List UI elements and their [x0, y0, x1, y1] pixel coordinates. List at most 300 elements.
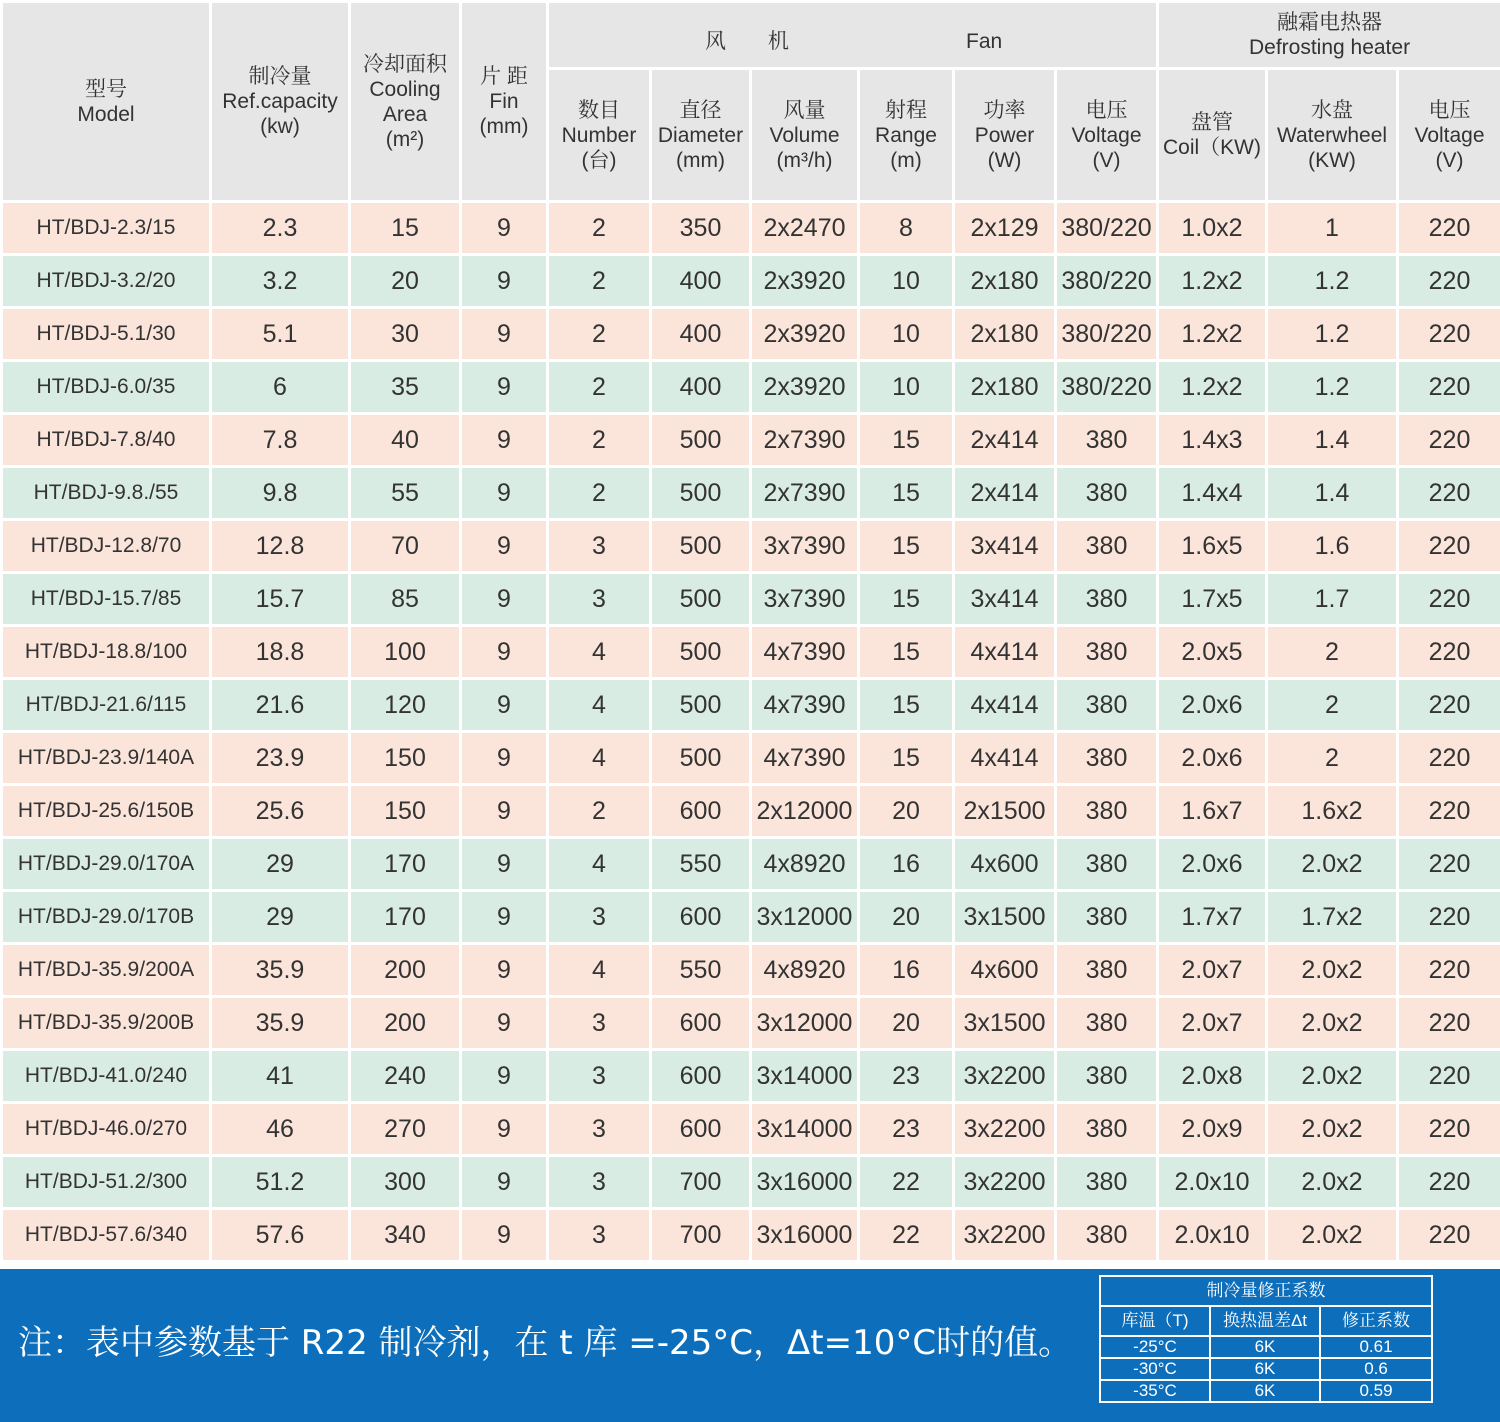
table-row	[2, 944, 1500, 997]
header-capacity-en: Ref.capacity	[222, 90, 338, 113]
header-heater-cn: 融霜电热器	[1277, 11, 1383, 34]
heater-voltage-cell: 220	[1398, 308, 1500, 361]
diameter-cell: 700	[651, 1209, 751, 1262]
diameter-cell: 400	[651, 361, 751, 414]
model-cell: HT/BDJ-29.0/170B	[2, 891, 211, 944]
capacity-cell: 35.9	[211, 997, 350, 1050]
fin-cell: 9	[461, 626, 548, 679]
range-cell: 20	[859, 785, 954, 838]
number-cell: 2	[548, 202, 651, 255]
power-cell: 3x1500	[954, 997, 1056, 1050]
volume-cell: 3x16000	[751, 1156, 859, 1209]
waterwheel-cell: 2	[1267, 732, 1398, 785]
header-capacity	[211, 2, 350, 202]
capacity-cell: 15.7	[211, 573, 350, 626]
heater-voltage-cell: 220	[1398, 1209, 1500, 1262]
volume-cell: 2x7390	[751, 467, 859, 520]
heater-voltage-cell: 220	[1398, 1103, 1500, 1156]
capacity-cell: 35.9	[211, 944, 350, 997]
diameter-cell: 500	[651, 679, 751, 732]
fan-voltage-cell: 380	[1056, 1209, 1158, 1262]
waterwheel-cell: 2.0x2	[1267, 1050, 1398, 1103]
heater-voltage-cell: 220	[1398, 891, 1500, 944]
fan-voltage-cell: 380	[1056, 679, 1158, 732]
capacity-cell: 51.2	[211, 1156, 350, 1209]
diameter-cell: 600	[651, 785, 751, 838]
diameter-cell: 600	[651, 891, 751, 944]
waterwheel-cell: 1.6x2	[1267, 785, 1398, 838]
fan-voltage-cell: 380	[1056, 1050, 1158, 1103]
fin-cell: 9	[461, 255, 548, 308]
heater-voltage-cell: 220	[1398, 1156, 1500, 1209]
area-cell: 35	[350, 361, 461, 414]
diameter-cell: 600	[651, 1103, 751, 1156]
coil-cell: 1.6x5	[1158, 520, 1267, 573]
diameter-cell: 500	[651, 520, 751, 573]
heater-voltage-cell: 220	[1398, 1050, 1500, 1103]
number-cell: 2	[548, 414, 651, 467]
number-cell: 3	[548, 1156, 651, 1209]
range-cell: 23	[859, 1103, 954, 1156]
heater-voltage-cell: 220	[1398, 202, 1500, 255]
waterwheel-cell: 1.2	[1267, 361, 1398, 414]
header-diameter-cn: 直径	[679, 98, 722, 122]
correction-header-delta: 换热温差Δt	[1210, 1306, 1320, 1336]
header-fan-voltage	[1056, 69, 1158, 202]
range-cell: 15	[859, 467, 954, 520]
fin-cell: 9	[461, 891, 548, 944]
diameter-cell: 600	[651, 1050, 751, 1103]
header-coil	[1158, 69, 1267, 202]
header-area-cn: 冷却面积	[363, 52, 447, 76]
header-power	[954, 69, 1056, 202]
volume-cell: 4x7390	[751, 732, 859, 785]
power-cell: 2x129	[954, 202, 1056, 255]
heater-voltage-cell: 220	[1398, 467, 1500, 520]
header-area-unit: (m²)	[385, 127, 425, 151]
number-cell: 3	[548, 573, 651, 626]
header-fin-en: Fin	[489, 90, 519, 113]
number-cell: 3	[548, 520, 651, 573]
range-cell: 15	[859, 626, 954, 679]
volume-cell: 2x3920	[751, 255, 859, 308]
diameter-cell: 700	[651, 1156, 751, 1209]
area-cell: 55	[350, 467, 461, 520]
number-cell: 3	[548, 891, 651, 944]
fin-cell: 9	[461, 1209, 548, 1262]
header-number-cn: 数目	[578, 98, 620, 122]
range-cell: 15	[859, 732, 954, 785]
header-fin-unit: (mm)	[479, 115, 529, 138]
number-cell: 2	[548, 785, 651, 838]
fan-voltage-cell: 380/220	[1056, 361, 1158, 414]
capacity-cell: 7.8	[211, 414, 350, 467]
power-cell: 4x600	[954, 944, 1056, 997]
waterwheel-cell: 2.0x2	[1267, 944, 1398, 997]
range-cell: 22	[859, 1209, 954, 1262]
header-heater-group	[1158, 2, 1500, 69]
diameter-cell: 500	[651, 414, 751, 467]
header-number-en: Number	[561, 123, 637, 147]
fan-voltage-cell: 380	[1056, 573, 1158, 626]
power-cell: 3x414	[954, 520, 1056, 573]
model-cell: HT/BDJ-3.2/20	[2, 255, 211, 308]
power-cell: 3x2200	[954, 1209, 1056, 1262]
waterwheel-cell: 2.0x2	[1267, 1103, 1398, 1156]
table-row	[2, 679, 1500, 732]
fin-cell: 9	[461, 679, 548, 732]
waterwheel-cell: 1.7	[1267, 573, 1398, 626]
power-cell: 4x414	[954, 679, 1056, 732]
correction-cell: 0.59	[1320, 1380, 1432, 1402]
fan-voltage-cell: 380	[1056, 838, 1158, 891]
capacity-cell: 29	[211, 891, 350, 944]
table-row	[2, 361, 1500, 414]
fin-cell: 9	[461, 573, 548, 626]
fin-cell: 9	[461, 467, 548, 520]
coil-cell: 2.0x9	[1158, 1103, 1267, 1156]
capacity-cell: 46	[211, 1103, 350, 1156]
header-model-en: Model	[77, 102, 135, 126]
correction-cell: 6K	[1210, 1336, 1320, 1358]
capacity-cell: 21.6	[211, 679, 350, 732]
header-volume-cn: 风量	[783, 98, 826, 122]
area-cell: 30	[350, 308, 461, 361]
capacity-cell: 25.6	[211, 785, 350, 838]
diameter-cell: 550	[651, 838, 751, 891]
table-row	[2, 1050, 1500, 1103]
header-range-unit: (m)	[890, 148, 922, 172]
header-range	[859, 69, 954, 202]
fan-voltage-cell: 380	[1056, 1103, 1158, 1156]
range-cell: 16	[859, 944, 954, 997]
area-cell: 170	[350, 838, 461, 891]
number-cell: 2	[548, 361, 651, 414]
coil-cell: 1.2x2	[1158, 361, 1267, 414]
power-cell: 2x180	[954, 255, 1056, 308]
power-cell: 2x180	[954, 308, 1056, 361]
fan-voltage-cell: 380	[1056, 467, 1158, 520]
table-row	[2, 520, 1500, 573]
model-cell: HT/BDJ-29.0/170A	[2, 838, 211, 891]
table-row	[2, 1156, 1500, 1209]
header-fan-cn: 风 机	[705, 30, 807, 53]
diameter-cell: 500	[651, 732, 751, 785]
coil-cell: 1.4x3	[1158, 414, 1267, 467]
coil-cell: 1.2x2	[1158, 255, 1267, 308]
header-fan-voltage-en: Voltage	[1071, 123, 1142, 147]
waterwheel-cell: 1.2	[1267, 255, 1398, 308]
header-power-unit: (W)	[987, 148, 1022, 172]
header-capacity-cn: 制冷量	[248, 65, 312, 88]
coil-cell: 1.7x7	[1158, 891, 1267, 944]
volume-cell: 2x3920	[751, 308, 859, 361]
number-cell: 2	[548, 467, 651, 520]
header-area-en2: Area	[382, 102, 428, 126]
range-cell: 16	[859, 838, 954, 891]
power-cell: 3x2200	[954, 1156, 1056, 1209]
range-cell: 8	[859, 202, 954, 255]
power-cell: 3x2200	[954, 1050, 1056, 1103]
header-diameter-en: Diameter	[657, 123, 744, 147]
fan-voltage-cell: 380	[1056, 520, 1158, 573]
header-power-cn: 功率	[983, 98, 1026, 122]
heater-voltage-cell: 220	[1398, 944, 1500, 997]
header-coil-en: Coil（KW)	[1163, 136, 1261, 159]
number-cell: 4	[548, 732, 651, 785]
coil-cell: 2.0x6	[1158, 732, 1267, 785]
volume-cell: 2x3920	[751, 361, 859, 414]
diameter-cell: 400	[651, 255, 751, 308]
power-cell: 3x2200	[954, 1103, 1056, 1156]
capacity-cell: 9.8	[211, 467, 350, 520]
volume-cell: 3x12000	[751, 891, 859, 944]
header-volume	[751, 69, 859, 202]
header-fan-voltage-unit: (V)	[1092, 148, 1121, 172]
number-cell: 4	[548, 838, 651, 891]
diameter-cell: 400	[651, 308, 751, 361]
number-cell: 3	[548, 997, 651, 1050]
volume-cell: 2x2470	[751, 202, 859, 255]
table-row	[2, 838, 1500, 891]
header-fan-en: Fan	[966, 30, 1003, 53]
diameter-cell: 500	[651, 626, 751, 679]
area-cell: 20	[350, 255, 461, 308]
coil-cell: 1.2x2	[1158, 308, 1267, 361]
fin-cell: 9	[461, 1103, 548, 1156]
table-row	[2, 891, 1500, 944]
correction-coefficient-table	[1099, 1275, 1433, 1403]
area-cell: 200	[350, 944, 461, 997]
table-row	[2, 255, 1500, 308]
table-row	[2, 785, 1500, 838]
area-cell: 150	[350, 785, 461, 838]
heater-voltage-cell: 220	[1398, 838, 1500, 891]
fin-cell: 9	[461, 361, 548, 414]
table-row	[2, 308, 1500, 361]
coil-cell: 2.0x7	[1158, 944, 1267, 997]
number-cell: 2	[548, 308, 651, 361]
header-fin-cn: 片 距	[480, 65, 528, 88]
coil-cell: 2.0x10	[1158, 1209, 1267, 1262]
table-row	[2, 732, 1500, 785]
range-cell: 22	[859, 1156, 954, 1209]
range-cell: 10	[859, 361, 954, 414]
range-cell: 15	[859, 414, 954, 467]
volume-cell: 3x7390	[751, 520, 859, 573]
table-row	[2, 997, 1500, 1050]
coil-cell: 1.7x5	[1158, 573, 1267, 626]
heater-voltage-cell: 220	[1398, 626, 1500, 679]
fin-cell: 9	[461, 1050, 548, 1103]
header-capacity-unit: (kw)	[260, 115, 300, 138]
header-waterwheel-en: Waterwheel	[1276, 123, 1388, 147]
area-cell: 85	[350, 573, 461, 626]
header-heater-en: Defrosting heater	[1248, 36, 1411, 59]
fan-voltage-cell: 380	[1056, 1156, 1158, 1209]
fan-voltage-cell: 380	[1056, 626, 1158, 679]
area-cell: 150	[350, 732, 461, 785]
volume-cell: 3x16000	[751, 1209, 859, 1262]
volume-cell: 3x12000	[751, 997, 859, 1050]
power-cell: 4x414	[954, 732, 1056, 785]
header-power-en: Power	[974, 123, 1035, 147]
footer-note: 注：表中参数基于 R22 制冷剂，在 t 库 =-25°C，Δt=10°C时的值。	[18, 1323, 1073, 1363]
table-header	[2, 2, 1500, 202]
volume-cell: 2x12000	[751, 785, 859, 838]
fin-cell: 9	[461, 202, 548, 255]
header-heater-voltage	[1398, 69, 1500, 202]
header-fan-group	[548, 2, 1158, 69]
header-diameter	[651, 69, 751, 202]
fin-cell: 9	[461, 520, 548, 573]
range-cell: 15	[859, 573, 954, 626]
number-cell: 4	[548, 944, 651, 997]
fan-voltage-cell: 380	[1056, 414, 1158, 467]
range-cell: 23	[859, 1050, 954, 1103]
range-cell: 20	[859, 891, 954, 944]
number-cell: 3	[548, 1209, 651, 1262]
coil-cell: 1.6x7	[1158, 785, 1267, 838]
number-cell: 4	[548, 626, 651, 679]
fin-cell: 9	[461, 944, 548, 997]
fin-cell: 9	[461, 732, 548, 785]
correction-header-temp: 库温（T)	[1100, 1306, 1210, 1336]
correction-cell: 6K	[1210, 1358, 1320, 1380]
fan-voltage-cell: 380	[1056, 891, 1158, 944]
fin-cell: 9	[461, 1156, 548, 1209]
correction-cell: 0.61	[1320, 1336, 1432, 1358]
model-cell: HT/BDJ-12.8/70	[2, 520, 211, 573]
fin-cell: 9	[461, 308, 548, 361]
header-number-unit: (台)	[581, 148, 617, 172]
correction-cell: -35°C	[1100, 1380, 1210, 1402]
model-cell: HT/BDJ-2.3/15	[2, 202, 211, 255]
heater-voltage-cell: 220	[1398, 520, 1500, 573]
capacity-cell: 6	[211, 361, 350, 414]
fan-voltage-cell: 380	[1056, 997, 1158, 1050]
capacity-cell: 57.6	[211, 1209, 350, 1262]
heater-voltage-cell: 220	[1398, 997, 1500, 1050]
area-cell: 340	[350, 1209, 461, 1262]
header-area-en1: Cooling	[369, 77, 441, 101]
area-cell: 70	[350, 520, 461, 573]
header-heater-voltage-en: Voltage	[1414, 123, 1485, 147]
range-cell: 15	[859, 520, 954, 573]
area-cell: 100	[350, 626, 461, 679]
model-cell: HT/BDJ-57.6/340	[2, 1209, 211, 1262]
heater-voltage-cell: 220	[1398, 414, 1500, 467]
capacity-cell: 23.9	[211, 732, 350, 785]
number-cell: 4	[548, 679, 651, 732]
diameter-cell: 500	[651, 467, 751, 520]
header-number	[548, 69, 651, 202]
volume-cell: 4x8920	[751, 944, 859, 997]
model-cell: HT/BDJ-46.0/270	[2, 1103, 211, 1156]
power-cell: 2x414	[954, 414, 1056, 467]
model-cell: HT/BDJ-35.9/200A	[2, 944, 211, 997]
fan-voltage-cell: 380	[1056, 944, 1158, 997]
volume-cell: 4x7390	[751, 679, 859, 732]
capacity-cell: 41	[211, 1050, 350, 1103]
model-cell: HT/BDJ-5.1/30	[2, 308, 211, 361]
fin-cell: 9	[461, 414, 548, 467]
coil-cell: 2.0x5	[1158, 626, 1267, 679]
header-waterwheel-cn: 水盘	[1311, 98, 1353, 122]
waterwheel-cell: 2	[1267, 626, 1398, 679]
header-waterwheel	[1267, 69, 1398, 202]
table-row	[2, 573, 1500, 626]
fin-cell: 9	[461, 997, 548, 1050]
range-cell: 10	[859, 255, 954, 308]
table-row	[2, 414, 1500, 467]
waterwheel-cell: 2.0x2	[1267, 838, 1398, 891]
volume-cell: 4x8920	[751, 838, 859, 891]
header-diameter-unit: (mm)	[676, 148, 725, 172]
diameter-cell: 350	[651, 202, 751, 255]
table-row	[2, 1209, 1500, 1262]
fin-cell: 9	[461, 785, 548, 838]
heater-voltage-cell: 220	[1398, 732, 1500, 785]
waterwheel-cell: 1.6	[1267, 520, 1398, 573]
header-cooling-area	[350, 2, 461, 202]
coil-cell: 2.0x7	[1158, 997, 1267, 1050]
fin-cell: 9	[461, 838, 548, 891]
power-cell: 3x1500	[954, 891, 1056, 944]
fan-voltage-cell: 380/220	[1056, 202, 1158, 255]
model-cell: HT/BDJ-7.8/40	[2, 414, 211, 467]
header-volume-en: Volume	[769, 123, 840, 147]
header-fan-voltage-cn: 电压	[1085, 98, 1128, 122]
model-cell: HT/BDJ-23.9/140A	[2, 732, 211, 785]
coil-cell: 2.0x10	[1158, 1156, 1267, 1209]
waterwheel-cell: 2.0x2	[1267, 1156, 1398, 1209]
power-cell: 3x414	[954, 573, 1056, 626]
area-cell: 300	[350, 1156, 461, 1209]
heater-voltage-cell: 220	[1398, 573, 1500, 626]
model-cell: HT/BDJ-25.6/150B	[2, 785, 211, 838]
power-cell: 4x600	[954, 838, 1056, 891]
number-cell: 3	[548, 1050, 651, 1103]
header-range-en: Range	[875, 123, 937, 147]
correction-cell: 6K	[1210, 1380, 1320, 1402]
heater-voltage-cell: 220	[1398, 785, 1500, 838]
table-row	[2, 467, 1500, 520]
footer-note-bar	[0, 1269, 1500, 1422]
header-model-cn: 型号	[85, 77, 127, 101]
table-row	[2, 626, 1500, 679]
coil-cell: 1.4x4	[1158, 467, 1267, 520]
waterwheel-cell: 1.4	[1267, 467, 1398, 520]
model-cell: HT/BDJ-35.9/200B	[2, 997, 211, 1050]
capacity-cell: 2.3	[211, 202, 350, 255]
area-cell: 170	[350, 891, 461, 944]
area-cell: 15	[350, 202, 461, 255]
model-cell: HT/BDJ-51.2/300	[2, 1156, 211, 1209]
header-model	[2, 2, 211, 202]
volume-cell: 3x7390	[751, 573, 859, 626]
coil-cell: 2.0x6	[1158, 838, 1267, 891]
power-cell: 2x180	[954, 361, 1056, 414]
power-cell: 4x414	[954, 626, 1056, 679]
fan-voltage-cell: 380/220	[1056, 308, 1158, 361]
correction-title: 制冷量修正系数	[1100, 1276, 1432, 1306]
model-cell: HT/BDJ-9.8./55	[2, 467, 211, 520]
area-cell: 240	[350, 1050, 461, 1103]
diameter-cell: 500	[651, 573, 751, 626]
coil-cell: 2.0x8	[1158, 1050, 1267, 1103]
waterwheel-cell: 1	[1267, 202, 1398, 255]
